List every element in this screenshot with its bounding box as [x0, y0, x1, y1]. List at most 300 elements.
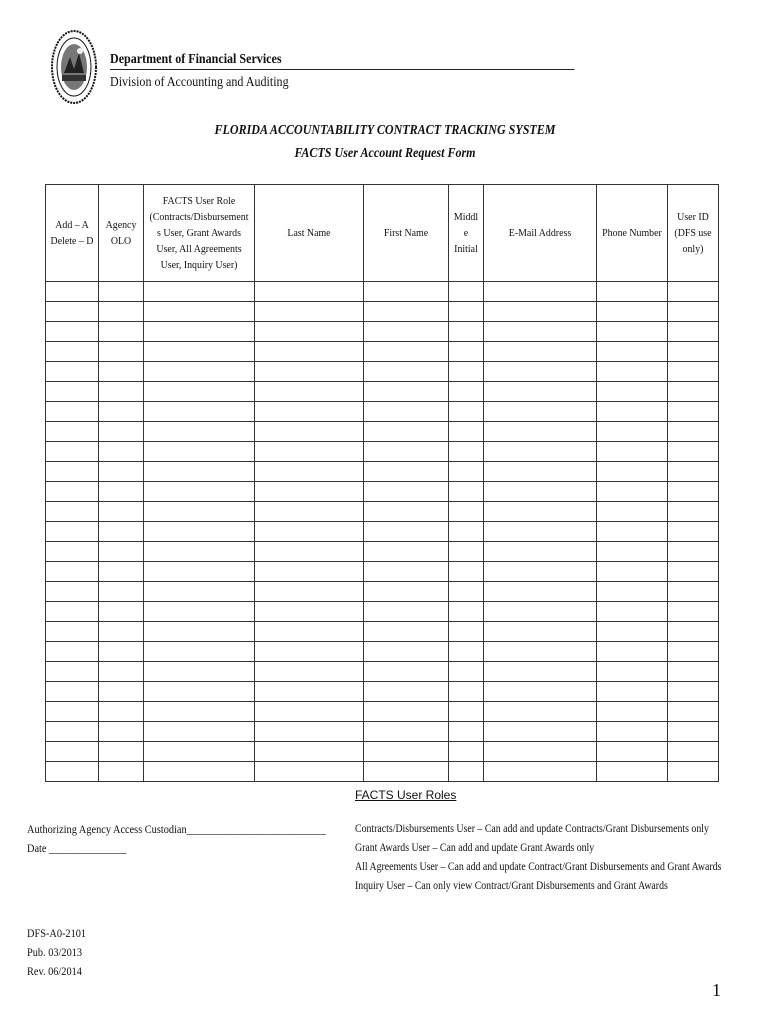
table-cell[interactable] — [484, 442, 597, 462]
table-cell[interactable] — [99, 682, 144, 702]
table-cell[interactable] — [484, 662, 597, 682]
table-cell[interactable] — [99, 442, 144, 462]
table-cell[interactable] — [597, 322, 668, 342]
table-cell[interactable] — [99, 482, 144, 502]
table-cell[interactable] — [668, 642, 719, 662]
table-cell[interactable] — [144, 622, 255, 642]
table-cell[interactable] — [144, 602, 255, 622]
column-header — [46, 185, 99, 282]
column-header-line: s User, Grant Awards — [157, 227, 241, 239]
table-cell[interactable] — [46, 402, 99, 422]
table-cell[interactable] — [484, 702, 597, 722]
table-cell[interactable] — [484, 582, 597, 602]
table-cell[interactable] — [668, 702, 719, 722]
table-cell[interactable] — [144, 382, 255, 402]
column-header-line: e — [463, 227, 469, 239]
table-cell[interactable] — [449, 722, 484, 742]
table-cell[interactable] — [449, 622, 484, 642]
table-cell[interactable] — [364, 282, 449, 302]
role-description: Contracts/Disbursements User – Can add and update Contracts/Grant Disbursements only — [355, 821, 709, 835]
table-cell[interactable] — [364, 742, 449, 762]
table-cell[interactable] — [449, 702, 484, 722]
table-cell[interactable] — [484, 562, 597, 582]
column-header — [144, 185, 255, 282]
table-cell[interactable] — [364, 502, 449, 522]
table-cell[interactable] — [364, 542, 449, 562]
table-cell[interactable] — [255, 322, 364, 342]
publication-date: Pub. 03/2013 — [27, 945, 83, 959]
table-cell[interactable] — [144, 322, 255, 342]
table-cell[interactable] — [46, 342, 99, 362]
table-cell[interactable] — [484, 542, 597, 562]
table-row — [46, 422, 719, 442]
column-header — [484, 185, 597, 282]
table-cell[interactable] — [449, 342, 484, 362]
table-cell[interactable] — [46, 382, 99, 402]
column-header-line: (Contracts/Disbursement — [149, 211, 249, 223]
table-cell[interactable] — [46, 622, 99, 642]
table-cell[interactable] — [255, 562, 364, 582]
table-cell[interactable] — [597, 562, 668, 582]
table-cell[interactable] — [484, 502, 597, 522]
table-row — [46, 342, 719, 362]
table-header-row — [46, 185, 719, 282]
table-cell[interactable] — [668, 322, 719, 342]
table-cell[interactable] — [144, 362, 255, 382]
table-cell[interactable] — [144, 582, 255, 602]
table-cell[interactable] — [597, 682, 668, 702]
table-cell[interactable] — [364, 722, 449, 742]
letterhead — [110, 52, 575, 91]
table-cell[interactable] — [144, 702, 255, 722]
table-cell[interactable] — [449, 542, 484, 562]
table-cell[interactable] — [46, 682, 99, 702]
table-cell[interactable] — [46, 482, 99, 502]
table-row — [46, 702, 719, 722]
table-cell[interactable] — [99, 722, 144, 742]
table-row — [46, 322, 719, 342]
table-cell[interactable] — [255, 462, 364, 482]
table-cell[interactable] — [668, 422, 719, 442]
date-line[interactable]: Date _______________ — [27, 841, 127, 855]
table-cell[interactable] — [668, 582, 719, 602]
table-cell[interactable] — [255, 482, 364, 502]
column-header-line: only) — [682, 243, 704, 255]
form-title: FACTS User Account Request Form — [294, 146, 476, 161]
table-cell[interactable] — [46, 502, 99, 522]
table-cell[interactable] — [144, 522, 255, 542]
table-cell[interactable] — [99, 602, 144, 622]
table-cell[interactable] — [46, 562, 99, 582]
table-cell[interactable] — [449, 382, 484, 402]
column-header-line: User, All Agreements — [156, 243, 242, 255]
table-cell[interactable] — [449, 502, 484, 522]
table-cell[interactable] — [449, 662, 484, 682]
table-cell[interactable] — [597, 522, 668, 542]
table-cell[interactable] — [144, 542, 255, 562]
table-cell[interactable] — [597, 662, 668, 682]
table-cell[interactable] — [668, 522, 719, 542]
table-cell[interactable] — [46, 362, 99, 382]
table-cell[interactable] — [99, 382, 144, 402]
table-row — [46, 442, 719, 462]
table-cell[interactable] — [484, 522, 597, 542]
table-cell[interactable] — [99, 562, 144, 582]
table-cell[interactable] — [99, 622, 144, 642]
table-cell[interactable] — [46, 602, 99, 622]
table-cell[interactable] — [144, 442, 255, 462]
table-cell[interactable] — [364, 342, 449, 362]
table-cell[interactable] — [597, 722, 668, 742]
table-cell[interactable] — [46, 742, 99, 762]
table-cell[interactable] — [449, 322, 484, 342]
table-row — [46, 602, 719, 622]
table-cell[interactable] — [484, 482, 597, 502]
column-header-line: FACTS User Role — [162, 195, 236, 207]
table-cell[interactable] — [449, 642, 484, 662]
table-cell[interactable] — [484, 642, 597, 662]
table-cell[interactable] — [597, 622, 668, 642]
table-row — [46, 582, 719, 602]
table-cell[interactable] — [668, 402, 719, 422]
table-cell[interactable] — [255, 282, 364, 302]
table-cell[interactable] — [364, 442, 449, 462]
table-row — [46, 742, 719, 762]
table-cell[interactable] — [449, 422, 484, 442]
table-cell[interactable] — [144, 562, 255, 582]
table-cell[interactable] — [449, 302, 484, 322]
table-row — [46, 362, 719, 382]
table-cell[interactable] — [46, 442, 99, 462]
role-description: Grant Awards User – Can add and update Grant Awards only — [355, 840, 595, 854]
table-cell[interactable] — [668, 362, 719, 382]
table-cell[interactable] — [46, 542, 99, 562]
table-cell[interactable] — [597, 342, 668, 362]
table-cell[interactable] — [46, 422, 99, 442]
table-cell[interactable] — [668, 462, 719, 482]
table-cell[interactable] — [449, 562, 484, 582]
table-cell[interactable] — [668, 342, 719, 362]
table-cell[interactable] — [364, 422, 449, 442]
table-cell[interactable] — [255, 362, 364, 382]
table-cell[interactable] — [364, 462, 449, 482]
division-name: Division of Accounting and Auditing — [110, 75, 289, 90]
table-cell[interactable] — [255, 622, 364, 642]
table-cell[interactable] — [597, 422, 668, 442]
table-cell[interactable] — [99, 642, 144, 662]
table-cell[interactable] — [597, 702, 668, 722]
table-cell[interactable] — [144, 482, 255, 502]
role-description: Inquiry User – Can only view Contract/Grant Disbursements and Grant Awards — [355, 878, 668, 892]
table-cell[interactable] — [99, 302, 144, 322]
table-cell[interactable] — [597, 742, 668, 762]
table-cell[interactable] — [597, 582, 668, 602]
table-cell[interactable] — [668, 562, 719, 582]
table-cell[interactable] — [99, 742, 144, 762]
table-cell[interactable] — [484, 722, 597, 742]
table-cell[interactable] — [449, 442, 484, 462]
table-cell[interactable] — [449, 682, 484, 702]
table-cell[interactable] — [144, 302, 255, 322]
table-row — [46, 622, 719, 642]
table-cell[interactable] — [668, 442, 719, 462]
column-header-line: Phone Number — [602, 227, 662, 239]
table-cell[interactable] — [46, 322, 99, 342]
column-header-line: OLO — [110, 235, 132, 247]
table-row — [46, 502, 719, 522]
table-cell[interactable] — [99, 322, 144, 342]
table-cell[interactable] — [364, 322, 449, 342]
table-cell[interactable] — [597, 302, 668, 322]
table-cell[interactable] — [144, 722, 255, 742]
table-cell[interactable] — [597, 502, 668, 522]
table-cell[interactable] — [364, 482, 449, 502]
column-header — [449, 185, 484, 282]
role-description: All Agreements User – Can add and update Contract/Grant Disbursements and Grant Awards — [355, 859, 722, 873]
table-cell[interactable] — [46, 762, 99, 782]
table-cell[interactable] — [364, 662, 449, 682]
column-header-line: (DFS use — [674, 227, 712, 239]
table-cell[interactable] — [449, 462, 484, 482]
table-cell[interactable] — [449, 522, 484, 542]
table-cell[interactable] — [668, 482, 719, 502]
table-cell[interactable] — [255, 682, 364, 702]
table-cell[interactable] — [668, 762, 719, 782]
table-cell[interactable] — [668, 282, 719, 302]
table-cell[interactable] — [144, 282, 255, 302]
table-cell[interactable] — [99, 342, 144, 362]
roles-list — [355, 819, 721, 895]
table-cell[interactable] — [597, 462, 668, 482]
table-cell[interactable] — [597, 382, 668, 402]
column-header-line: Delete – D — [50, 235, 94, 247]
table-cell[interactable] — [99, 362, 144, 382]
table-cell[interactable] — [597, 362, 668, 382]
table-cell[interactable] — [99, 662, 144, 682]
table-cell[interactable] — [364, 582, 449, 602]
table-cell[interactable] — [99, 422, 144, 442]
table-cell[interactable] — [668, 542, 719, 562]
table-cell[interactable] — [46, 722, 99, 742]
column-header-line: Middl — [453, 211, 479, 223]
table-cell[interactable] — [99, 582, 144, 602]
column-header-line: Add – A — [55, 219, 89, 231]
table-cell[interactable] — [484, 422, 597, 442]
table-cell[interactable] — [449, 762, 484, 782]
user-request-table — [45, 184, 719, 782]
florida-seal-logo — [50, 29, 98, 105]
page-number: 1 — [712, 980, 721, 1000]
table-cell[interactable] — [255, 502, 364, 522]
table-cell[interactable] — [364, 762, 449, 782]
table-cell[interactable] — [484, 602, 597, 622]
table-cell[interactable] — [364, 522, 449, 542]
table-row — [46, 522, 719, 542]
table-row — [46, 282, 719, 302]
table-cell[interactable] — [144, 662, 255, 682]
form-number: DFS-A0-2101 — [27, 926, 87, 940]
table-cell[interactable] — [144, 682, 255, 702]
table-cell[interactable] — [364, 362, 449, 382]
table-cell[interactable] — [597, 282, 668, 302]
table-cell[interactable] — [449, 362, 484, 382]
table-cell[interactable] — [668, 622, 719, 642]
table-cell[interactable] — [99, 282, 144, 302]
table-cell[interactable] — [449, 402, 484, 422]
table-cell[interactable] — [99, 402, 144, 422]
table-cell[interactable] — [668, 302, 719, 322]
table-cell[interactable] — [484, 302, 597, 322]
table-body — [46, 282, 719, 782]
table-cell[interactable] — [99, 502, 144, 522]
column-header-line: Last Name — [287, 227, 331, 239]
table-cell[interactable] — [255, 762, 364, 782]
table-cell[interactable] — [144, 462, 255, 482]
table-cell[interactable] — [144, 342, 255, 362]
table-cell[interactable] — [255, 542, 364, 562]
table-cell[interactable] — [364, 622, 449, 642]
table-cell[interactable] — [255, 742, 364, 762]
table-cell[interactable] — [484, 342, 597, 362]
table-cell[interactable] — [597, 482, 668, 502]
table-cell[interactable] — [484, 762, 597, 782]
table-cell[interactable] — [46, 522, 99, 542]
table-cell[interactable] — [46, 302, 99, 322]
table-cell[interactable] — [255, 302, 364, 322]
table-cell[interactable] — [597, 402, 668, 422]
table-cell[interactable] — [668, 682, 719, 702]
table-row — [46, 762, 719, 782]
table-cell[interactable] — [668, 502, 719, 522]
table-cell[interactable] — [668, 602, 719, 622]
table-cell[interactable] — [144, 762, 255, 782]
table-cell[interactable] — [597, 642, 668, 662]
table-cell[interactable] — [484, 622, 597, 642]
column-header-line: Initial — [454, 243, 478, 255]
table-cell[interactable] — [99, 462, 144, 482]
table-row — [46, 382, 719, 402]
table-row — [46, 562, 719, 582]
table-cell[interactable] — [597, 542, 668, 562]
table-cell[interactable] — [99, 542, 144, 562]
column-header — [668, 185, 719, 282]
table-cell[interactable] — [449, 602, 484, 622]
custodian-signature-line[interactable]: Authorizing Agency Access Custodian___________________________ — [27, 822, 326, 836]
table-cell[interactable] — [364, 302, 449, 322]
column-header — [364, 185, 449, 282]
table-cell[interactable] — [99, 762, 144, 782]
table-cell[interactable] — [255, 662, 364, 682]
table-cell[interactable] — [364, 402, 449, 422]
table-cell[interactable] — [255, 582, 364, 602]
table-cell[interactable] — [255, 722, 364, 742]
table-row — [46, 462, 719, 482]
table-row — [46, 642, 719, 662]
table-cell[interactable] — [597, 602, 668, 622]
revision-date: Rev. 06/2014 — [27, 964, 82, 978]
table-cell[interactable] — [99, 702, 144, 722]
table-row — [46, 662, 719, 682]
roles-title: FACTS User Roles — [355, 788, 457, 802]
column-header — [597, 185, 668, 282]
table-cell[interactable] — [364, 702, 449, 722]
department-name: Department of Financial Services — [110, 52, 574, 70]
table-cell[interactable] — [484, 362, 597, 382]
table-cell[interactable] — [484, 462, 597, 482]
table-cell[interactable] — [364, 682, 449, 702]
table-cell[interactable] — [484, 402, 597, 422]
column-header-line: Agency — [105, 219, 137, 231]
form-footer — [27, 924, 86, 981]
signature-block — [27, 820, 326, 858]
table-cell[interactable] — [449, 482, 484, 502]
table-cell[interactable] — [364, 562, 449, 582]
column-header — [99, 185, 144, 282]
table-cell[interactable] — [46, 582, 99, 602]
column-header — [255, 185, 364, 282]
table-row — [46, 542, 719, 562]
table-cell[interactable] — [144, 422, 255, 442]
table-cell[interactable] — [255, 382, 364, 402]
table-cell[interactable] — [144, 642, 255, 662]
table-cell[interactable] — [255, 642, 364, 662]
table-cell[interactable] — [99, 522, 144, 542]
table-cell[interactable] — [144, 502, 255, 522]
table-cell[interactable] — [484, 682, 597, 702]
table-cell[interactable] — [484, 282, 597, 302]
table-cell[interactable] — [255, 442, 364, 462]
table-cell[interactable] — [46, 462, 99, 482]
table-cell[interactable] — [668, 722, 719, 742]
table-cell[interactable] — [364, 642, 449, 662]
table-cell[interactable] — [255, 522, 364, 542]
table-cell[interactable] — [364, 382, 449, 402]
column-header-line: E-Mail Address — [508, 227, 572, 239]
table-cell[interactable] — [255, 402, 364, 422]
table-row — [46, 482, 719, 502]
table-cell[interactable] — [46, 702, 99, 722]
table-cell[interactable] — [255, 422, 364, 442]
table-cell[interactable] — [364, 602, 449, 622]
table-row — [46, 722, 719, 742]
table-cell[interactable] — [668, 382, 719, 402]
table-cell[interactable] — [144, 402, 255, 422]
table-cell[interactable] — [668, 662, 719, 682]
table-cell[interactable] — [449, 582, 484, 602]
table-cell[interactable] — [46, 642, 99, 662]
table-cell[interactable] — [597, 762, 668, 782]
column-header-line: User, Inquiry User) — [160, 259, 238, 271]
table-cell[interactable] — [597, 442, 668, 462]
table-cell[interactable] — [255, 342, 364, 362]
form-system-title: FLORIDA ACCOUNTABILITY CONTRACT TRACKING SYSTEM — [214, 123, 556, 138]
column-header-line: User ID — [677, 211, 709, 223]
table-cell[interactable] — [255, 602, 364, 622]
column-header-line: First Name — [383, 227, 429, 239]
table-cell[interactable] — [484, 322, 597, 342]
table-cell[interactable] — [668, 742, 719, 762]
table-cell[interactable] — [46, 662, 99, 682]
table-row — [46, 302, 719, 322]
table-cell[interactable] — [255, 702, 364, 722]
table-cell[interactable] — [449, 742, 484, 762]
table-cell[interactable] — [484, 742, 597, 762]
table-cell[interactable] — [46, 282, 99, 302]
table-cell[interactable] — [144, 742, 255, 762]
table-cell[interactable] — [484, 382, 597, 402]
table-row — [46, 402, 719, 422]
table-cell[interactable] — [449, 282, 484, 302]
